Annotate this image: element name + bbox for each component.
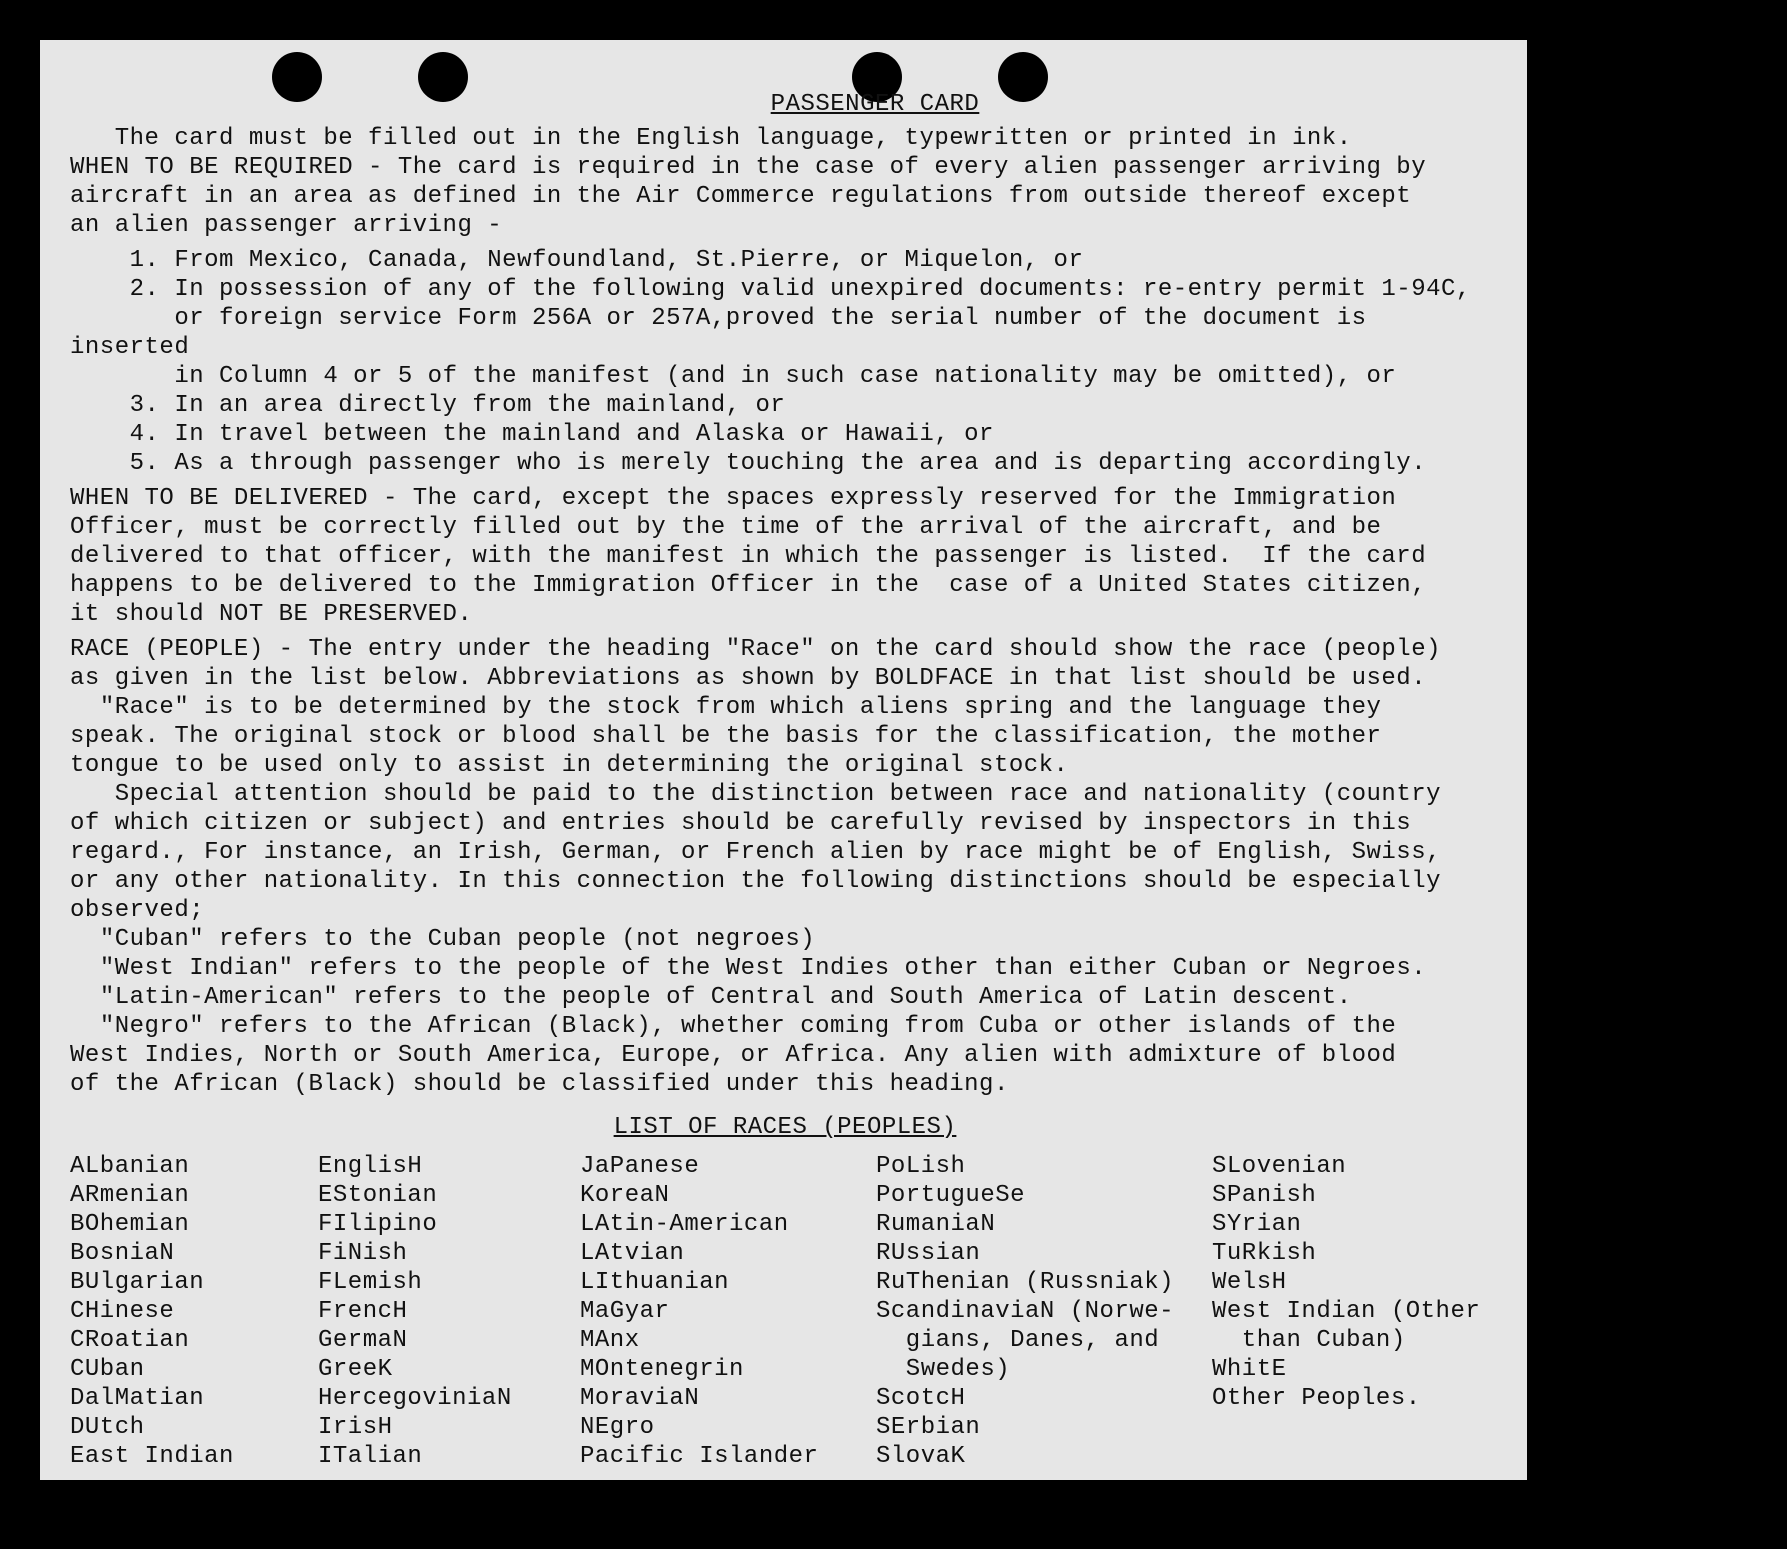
race-item: FiNish xyxy=(318,1240,408,1267)
race-item: JaPanese xyxy=(580,1153,700,1180)
race-item: HercegoviniaN xyxy=(318,1385,512,1412)
race-item: BosniaN xyxy=(70,1240,175,1267)
list-item: 4. In travel between the mainland and Alaska or Hawaii, or xyxy=(70,421,994,448)
race-item: BUlgarian xyxy=(70,1269,205,1296)
race-item: SLovenian xyxy=(1212,1153,1347,1180)
race-item: GreeK xyxy=(318,1356,393,1383)
race-item: MaGyar xyxy=(580,1298,670,1325)
race-item: EnglisH xyxy=(318,1153,423,1180)
race-item: MoraviaN xyxy=(580,1385,700,1412)
race-item: Pacific Islander xyxy=(580,1443,819,1470)
when-delivered-paragraph: WHEN TO BE DELIVERED - The card, except the spaces expressly reserved for the Immigration Officer, must be correctly filled out by the time of the arrival of the aircraft, and be delivered to that officer, with the manifest in which the passenger is listed. If the card happens to be delivered to the Immigration Officer in the case of a United States citizen, it should NOT BE PRESERVED. xyxy=(70,485,1427,628)
race-item: FIlipino xyxy=(318,1211,438,1238)
race-item: BOhemian xyxy=(70,1211,190,1238)
race-item: ALbanian xyxy=(70,1153,190,1180)
list-item: 2. In possession of any of the following valid unexpired documents: re-entry permit 1-94C, or foreign service Form 256A or 257A,proved the serial number of the document is inserted in Column 4 or 5 of the manifest (and in such case nationality may be omitted), or xyxy=(70,276,1471,390)
race-item: LIthuanian xyxy=(580,1269,730,1296)
race-item: FLemish xyxy=(318,1269,423,1296)
race-item: CHinese xyxy=(70,1298,175,1325)
race-item: ScotcH xyxy=(876,1385,966,1412)
race-item: SErbian xyxy=(876,1414,981,1441)
races-column xyxy=(70,1152,318,1471)
race-item: RuThenian (Russniak) xyxy=(876,1269,1175,1296)
race-item: DalMatian xyxy=(70,1385,205,1412)
race-item: CUban xyxy=(70,1356,145,1383)
race-item: FrencH xyxy=(318,1298,408,1325)
list-item: 1. From Mexico, Canada, Newfoundland, St.Pierre, or Miquelon, or xyxy=(70,247,1084,274)
race-item: SlovaK xyxy=(876,1443,966,1470)
race-item: CRoatian xyxy=(70,1327,190,1354)
race-item: than Cuban) xyxy=(1212,1327,1406,1354)
document-text xyxy=(70,90,1500,1471)
races-list xyxy=(70,1152,1500,1471)
intro-paragraph: The card must be filled out in the English language, typewritten or printed in ink. xyxy=(70,125,1352,152)
race-item: SPanish xyxy=(1212,1182,1317,1209)
race-item: ITalian xyxy=(318,1443,423,1470)
race-item: MOntenegrin xyxy=(580,1356,744,1383)
race-item: DUtch xyxy=(70,1414,145,1441)
race-item: IrisH xyxy=(318,1414,393,1441)
race-item: RUssian xyxy=(876,1240,981,1267)
race-item: GermaN xyxy=(318,1327,408,1354)
race-item: WelsH xyxy=(1212,1269,1287,1296)
race-item: LAtvian xyxy=(580,1240,685,1267)
races-column xyxy=(876,1152,1212,1471)
races-column xyxy=(318,1152,580,1471)
race-item: LAtin-American xyxy=(580,1211,789,1238)
race-item: EStonian xyxy=(318,1182,438,1209)
race-item: WhitE xyxy=(1212,1356,1287,1383)
race-item: SYrian xyxy=(1212,1211,1302,1238)
race-item: ScandinaviaN (Norwe- xyxy=(876,1298,1175,1325)
race-item: Swedes) xyxy=(876,1356,1011,1383)
races-list-title: LIST OF RACES (PEOPLES) xyxy=(613,1114,957,1141)
race-item: West Indian (Other xyxy=(1212,1298,1481,1325)
race-item: PoLish xyxy=(876,1153,966,1180)
when-required-paragraph: WHEN TO BE REQUIRED - The card is required in the case of every alien passenger arriving by aircraft in an area as defined in the Air Commerce regulations from outside thereof except an alien passenger arriving - xyxy=(70,154,1427,239)
list-item: 3. In an area directly from the mainland, or xyxy=(70,392,786,419)
race-item: gians, Danes, and xyxy=(876,1327,1160,1354)
race-item: RumaniaN xyxy=(876,1211,996,1238)
race-item: ARmenian xyxy=(70,1182,190,1209)
race-item: MAnx xyxy=(580,1327,640,1354)
race-item: PortugueSe xyxy=(876,1182,1026,1209)
race-paragraph: RACE (PEOPLE) - The entry under the heading "Race" on the card should show the race (people) as given in the list below. Abbreviations as shown by BOLDFACE in that list should be used. "Race" is to be determined by the stock from which aliens spring and the language they speak. The original stock or blood shall be the basis for the classification, the mother tongue to be used only to assist in determining the original stock. Special attention should be paid to the distinction between race and nationality (country of which citizen or subject) and entries should be carefully revised by inspectors in this regard., For instance, an Irish, German, or French alien by race might be of English, Swiss, or any other nationality. In this connection the following distinctions should be especially observed; "Cuban" refers to the Cuban people (not negroes) "West Indian" refers to the people of the West Indies other than either Cuban or Negroes. "Latin-American" refers to the people of Central and South America of Latin descent. "Negro" refers to the African (Black), whether coming from Cuba or other islands of the West Indies, North or South America, Europe, or Africa. Any alien with admixture of blood of the African (Black) should be classified under this heading. xyxy=(70,636,1442,1098)
race-item: KoreaN xyxy=(580,1182,670,1209)
races-column xyxy=(580,1152,876,1471)
races-column xyxy=(1212,1152,1500,1471)
document-sheet xyxy=(40,40,1527,1480)
list-item: 5. As a through passenger who is merely touching the area and is departing accordingly. xyxy=(70,450,1427,477)
race-item: Other Peoples. xyxy=(1212,1385,1421,1412)
exception-list xyxy=(70,246,1500,478)
page-title: PASSENGER CARD xyxy=(770,91,980,118)
race-item: TuRkish xyxy=(1212,1240,1317,1267)
race-item: East Indian xyxy=(70,1443,234,1470)
race-item: NEgro xyxy=(580,1414,655,1441)
